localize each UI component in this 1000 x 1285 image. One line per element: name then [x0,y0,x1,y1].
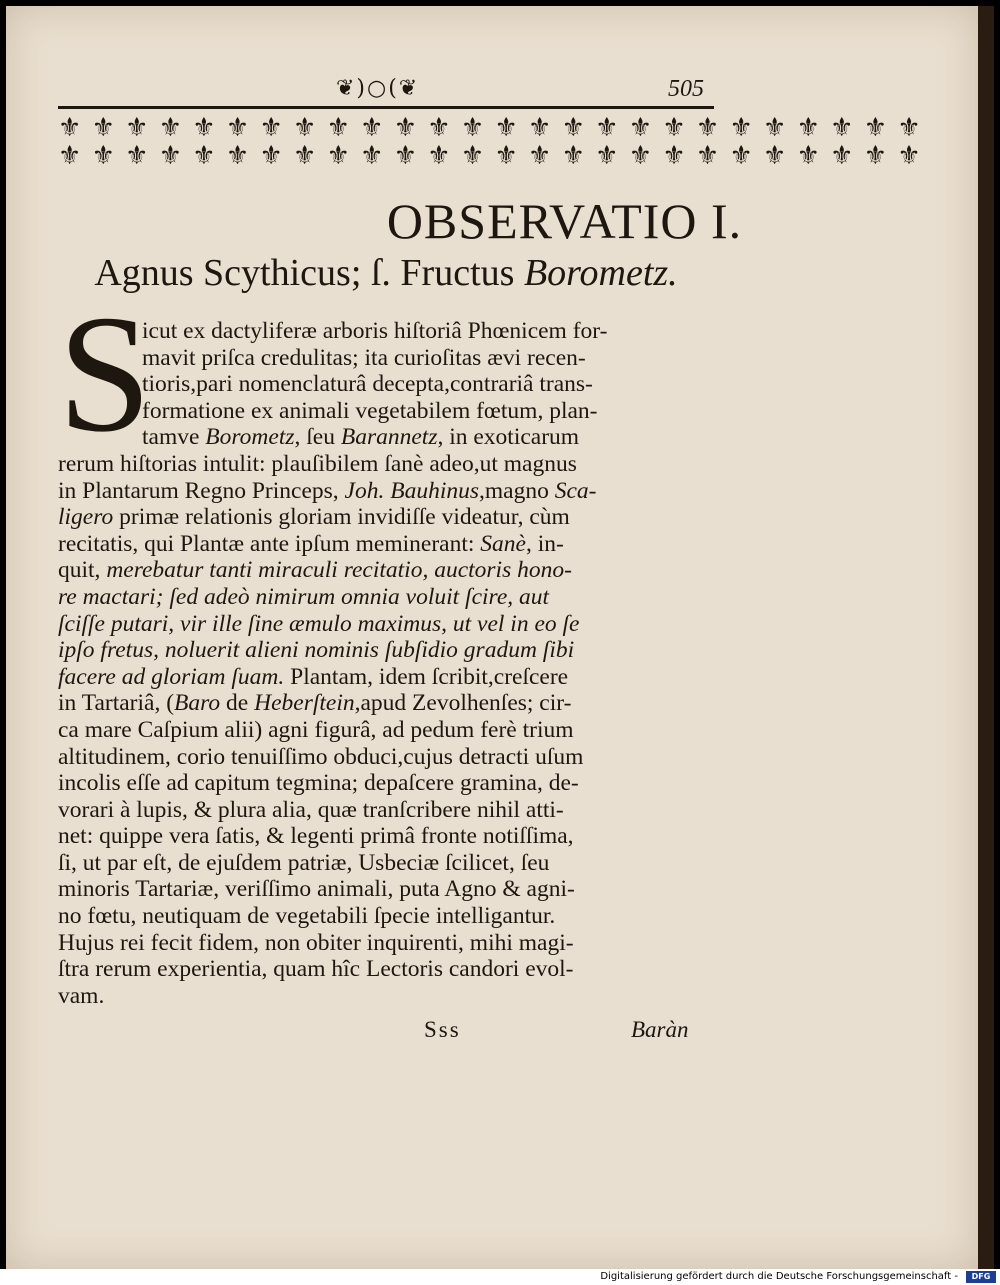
italic-text: facere ad gloriam ſuam. [58,663,285,690]
roman-text: in Tartariâ, ( [58,690,175,717]
roman-text: de [220,690,255,717]
body-line [58,345,708,372]
roman-text: rerum hiſtorias intulit: plauſibilem ſanè adeo,ut magnus [58,450,577,477]
body-line [58,983,708,1010]
ornament-row-2: ⚜ ⚜ ⚜ ⚜ ⚜ ⚜ ⚜ ⚜ ⚜ ⚜ ⚜ ⚜ ⚜ ⚜ ⚜ ⚜ ⚜ ⚜ ⚜ ⚜ ⚜ ⚜ ⚜ ⚜ ⚜ ⚜ [58,141,922,171]
roman-text: quit, [58,557,107,584]
roman-text: ,apud Zevolhenſes; cir- [354,690,572,717]
italic-text: Joh. Bauhinus [344,477,480,504]
catchword: Baràn [631,1017,689,1042]
roman-text: vorari à lupis, & plura alia, quæ tranſcribere nihil atti- [58,796,564,823]
body-line [58,690,708,717]
italic-text: merebatur tanti miraculi recitatio, auctoris hono- [106,557,572,584]
header-rule [58,106,714,109]
body-line [58,531,708,558]
roman-text: altitudinem, corio tenuiſſimo obduci,cujus detracti uſum [58,743,584,770]
italic-text: Heberſtein [254,690,355,717]
roman-text: tamve [142,424,206,451]
signature-mark: Sss [424,1017,461,1042]
book-edge [978,6,994,1269]
body-line [58,611,708,638]
italic-text: re mactari; ſed adeò nimirum omnia voluit ſcire, aut [58,583,550,610]
roman-text: tioris,pari nomenclaturâ decepta,contrariâ trans- [142,371,593,398]
digitization-footer [0,1269,1000,1285]
body-line [58,664,708,691]
roman-text: formatione ex animali vegetabilem fœtum, plan- [142,397,598,424]
subtitle-roman: Agnus Scythicus; ſ. Fructus [94,252,524,294]
body-line [58,823,708,850]
running-head [6,76,978,106]
body-line [58,956,708,983]
ornament-row-1: ⚜ ⚜ ⚜ ⚜ ⚜ ⚜ ⚜ ⚜ ⚜ ⚜ ⚜ ⚜ ⚜ ⚜ ⚜ ⚜ ⚜ ⚜ ⚜ ⚜ ⚜ ⚜ ⚜ ⚜ ⚜ ⚜ [58,113,922,143]
roman-text: in Plantarum Regno Princeps, [58,477,345,504]
body-line [58,717,708,744]
roman-text: mavit priſca credulitas; ita curioſitas ævi recen- [142,344,586,371]
header-ornament: ❦)○(❦ [336,76,420,101]
roman-text: vam. [58,982,105,1009]
body-line [58,424,708,451]
funding-note: Digitalisierung gefördert durch die Deutsche Forschungsgemeinschaft - [600,1271,958,1282]
body-line [58,903,708,930]
body-line [58,637,708,664]
page-title [6,192,978,250]
body-line [58,744,708,771]
roman-text: incolis eſſe ad capitum tegmina; depaſcere gramina, de- [58,770,579,797]
title-text: OBSERVATIO I. [386,193,743,249]
roman-text: Plantam, idem ſcribit,creſcere [284,663,569,690]
italic-text: ligero [58,504,114,531]
ornamental-border [58,113,922,171]
roman-text: , ſeu [294,424,341,451]
body-line [58,478,708,505]
drop-cap: S [58,281,152,467]
roman-text: ,magno [479,477,555,504]
roman-text: primæ relationis gloriam invidiſſe videatur, cùm [113,504,570,531]
body-line [58,850,708,877]
body-line [58,557,708,584]
body-text [58,318,708,1009]
italic-text: ipſo fretus, noluerit alieni nominis ſubſidio gradum ſibi [58,637,575,664]
body-line [58,797,708,824]
roman-text: , in exoticarum [437,424,580,451]
body-line [58,876,708,903]
roman-text: , in- [525,530,564,557]
italic-text: Baro [174,690,221,717]
page-number: 505 [668,76,704,102]
body-line [58,504,708,531]
subtitle-italic: Borometz. [523,252,678,294]
roman-text: ſi, ut par eſt, de ejuſdem patriæ, Usbeciæ ſcilicet, ſeu [58,849,550,876]
roman-text: no fœtu, neutiquam de vegetabili ſpecie intelligantur. [58,903,556,930]
roman-text: ſtra rerum experientia, quam hîc Lectoris candori evol- [58,956,574,983]
body-line [58,371,708,398]
roman-text: icut ex dactyliferæ arboris hiſtoriâ Phœnicem for- [142,318,608,344]
roman-text: net: quippe vera ſatis, & legenti primâ fronte notiſſima, [58,823,574,850]
body-line [58,318,708,345]
page-subtitle [58,251,714,295]
body-line [58,398,708,425]
italic-text: Sanè [480,530,526,557]
body-line [58,770,708,797]
roman-text: Hujus rei fecit fidem, non obiter inquirenti, mihi magi- [58,929,574,956]
italic-text: Borometz [205,424,295,451]
body-line [58,451,708,478]
roman-text: recitatis, qui Plantæ ante ipſum meminerant: [58,530,481,557]
italic-text: ſciſſe putari, vir ille ſine æmulo maximus, ut vel in eo ſe [58,610,580,637]
page-footer-line [6,1017,978,1047]
body-line [58,930,708,957]
italic-text: Sca- [554,477,597,504]
italic-text: Barannetz [340,424,438,451]
book-page [6,6,978,1269]
body-line [58,584,708,611]
dfg-logo: DFG [966,1271,996,1283]
roman-text: minoris Tartariæ, veriſſimo animali, puta Agno & agni- [58,876,575,903]
roman-text: ca mare Caſpium alii) agni figurâ, ad pedum ferè trium [58,716,574,743]
